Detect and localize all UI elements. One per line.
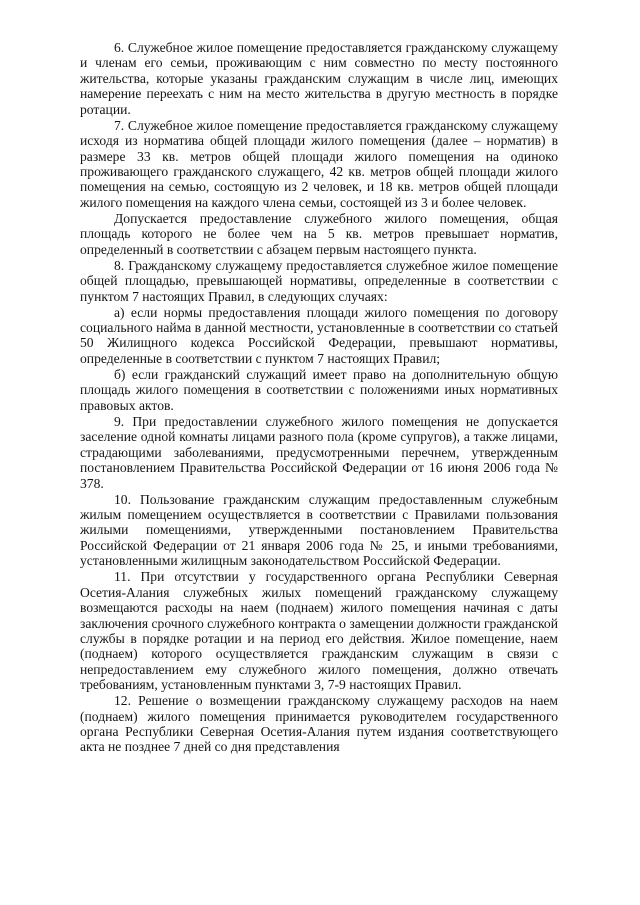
- paragraph-7: 7. Служебное жилое помещение предоставляется гражданскому служащему исходя из норматива общей площади жилого помещения (далее – норматив) в размере 33 кв. метров общей площади жилого помещения на одиноко проживающего гражданского служащего, 42 кв. метров общей площади жилого помещения на семью, состоящую из 2 человек, и 18 кв. метров общей площади жилого помещения на каждого члена семьи, состоящей из 3 и более человек.: [80, 117, 558, 210]
- paragraph-7-addendum: Допускается предоставление служебного жилого помещения, общая площадь которого не более чем на 5 кв. метров превышает норматив, определенный в соответствии с абзацем первым настоящего пункта.: [80, 210, 558, 257]
- paragraph-9: 9. При предоставлении служебного жилого помещения не допускается заселение одной комнаты лицами разного пола (кроме супругов), а также лицами, страдающими заболеваниями, предусмотренными перечнем, утвержденным постановлением Правительства Российской Федерации от 16 июня 2006 года № 378.: [80, 413, 558, 491]
- document-page: [80, 40, 558, 756]
- paragraph-8-item-a: а) если нормы предоставления площади жилого помещения по договору социального найма в данной местности, установленные в соответствии со статьей 50 Жилищного кодекса Российской Федерации, превышают нормативы, определенные в соответствии с пунктом 7 настоящих Правил;: [80, 304, 558, 366]
- paragraph-11: 11. При отсутствии у государственного органа Республики Северная Осетия-Алания служебных жилых помещений гражданскому служащему возмещаются расходы на наем (поднаем) жилого помещения начиная с даты заключения срочного служебного контракта о замещении должности гражданской службы в порядке ротации и на период его действия. Жилое помещение, наем (поднаем) которого осуществляется гражданским служащим в связи с непредоставлением ему служебного жилого помещения, должно отвечать требованиям, установленным пунктами 3, 7-9 настоящих Правил.: [80, 569, 558, 693]
- paragraph-12: 12. Решение о возмещении гражданскому служащему расходов на наем (поднаем) жилого помещения принимается руководителем государственного органа Республики Северная Осетия-Алания путем издания соответствующего акта не позднее 7 дней со дня представления: [80, 693, 558, 755]
- paragraph-10: 10. Пользование гражданским служащим предоставленным служебным жилым помещением осуществляется в соответствии с Правилами пользования жилыми помещениями, утвержденными постановлением Правительства Российской Федерации от 21 января 2006 года № 25, и иными требованиями, установленными жилищным законодательством Российской Федерации.: [80, 491, 558, 569]
- paragraph-6: 6. Служебное жилое помещение предоставляется гражданскому служащему и членам его семьи, проживающим с ним совместно по месту постоянного жительства, которые указаны гражданским служащим в числе лиц, имеющих намерение переехать с ним на место жительства в другую местность в порядке ротации.: [80, 40, 558, 117]
- paragraph-8: 8. Гражданскому служащему предоставляется служебное жилое помещение общей площадью, превышающей нормативы, определенные в соответствии с пунктом 7 настоящих Правил, в следующих случаях:: [80, 257, 558, 304]
- paragraph-8-item-b: б) если гражданский служащий имеет право на дополнительную общую площадь жилого помещения в соответствии с положениями иных нормативных правовых актов.: [80, 366, 558, 413]
